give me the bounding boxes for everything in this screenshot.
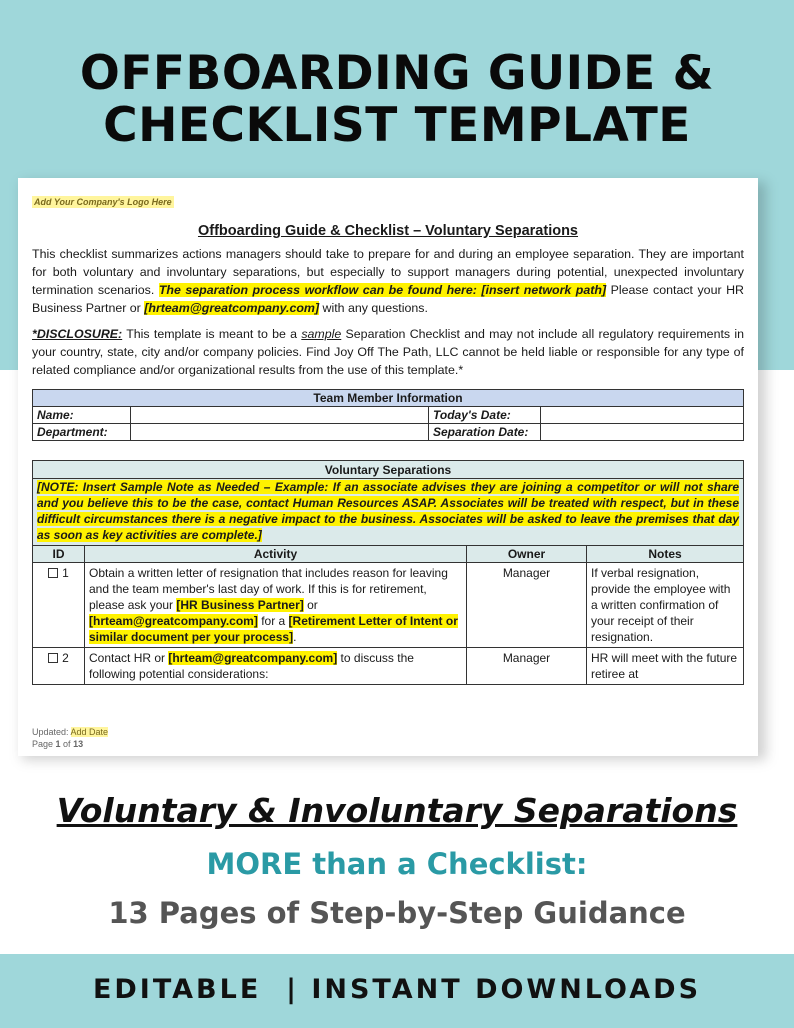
logo-placeholder-note: Add Your Company's Logo Here	[34, 197, 172, 207]
disclosure-paragraph	[32, 325, 744, 379]
row-id-cell	[33, 563, 85, 648]
voluntary-separations-table	[32, 460, 744, 685]
page-of: of	[60, 739, 74, 749]
updated-value: Add Date	[70, 727, 109, 737]
page-current: 1	[55, 739, 61, 749]
headline-line-1: OFFBOARDING GUIDE &	[79, 46, 715, 101]
tagline-separations: Voluntary & Involuntary Separations	[56, 791, 738, 830]
separation-date-field[interactable]	[541, 424, 744, 441]
column-header-activity: Activity	[85, 546, 467, 563]
disclosure-pre: This template is meant to be a	[122, 327, 302, 341]
column-header-owner: Owner	[467, 546, 587, 563]
department-label: Department:	[33, 424, 131, 441]
activity-text: .	[293, 630, 297, 644]
headline	[0, 48, 794, 152]
department-field[interactable]	[131, 424, 429, 441]
voluntary-header: Voluntary Separations	[33, 461, 744, 479]
intro-contact-pre: Please contact your HR Business Partner or	[32, 283, 745, 315]
todays-date-field[interactable]	[541, 407, 744, 424]
column-header-id: ID	[33, 546, 85, 563]
team-member-header: Team Member Information	[33, 390, 744, 407]
email-highlight: [hrteam@greatcompany.com]	[168, 651, 338, 665]
footer-features-text: EDITABLE | INSTANT DOWNLOADS	[92, 974, 702, 1005]
hr-email-highlight: [hrteam@greatcompany.com]	[144, 301, 320, 315]
row-id: 1	[62, 566, 69, 580]
row-id-cell	[33, 648, 85, 685]
intro-text: This checklist summarizes actions managers should take to prepare for and during an employee separation. They are important for both voluntary and involuntary separations, but especially to support managers during potential, unexpected involuntary termination scenarios.	[32, 247, 744, 297]
row-activity	[85, 563, 467, 648]
headline-line-2: CHECKLIST TEMPLATE	[103, 98, 691, 153]
checkbox-icon[interactable]	[48, 568, 58, 578]
table-row	[33, 563, 744, 648]
voluntary-note: [NOTE: Insert Sample Note as Needed – Example: If an associate advises they are joining a competitor or will not share and you believe this to be the case, contact Human Resources ASAP. Associates will be treated with respect, but in these difficult circumstances there is a negative impact to the business. Associates will be asked to leave the premises that day as soon as key activities are complete.]	[37, 480, 739, 542]
tagline-more-than-checklist: MORE than a Checklist:	[206, 847, 588, 881]
column-header-notes: Notes	[587, 546, 744, 563]
disclosure-post: Separation Checklist and may not include all regulatory requirements in your country, state, city and/or company policies. Find Joy Off The Path, LLC cannot be held liable or responsible for any type of related compliance and/or organizational results from the use of this template.*	[32, 327, 744, 377]
disclosure-sample: sample	[301, 327, 342, 341]
updated-label: Updated:	[32, 727, 71, 737]
hr-partner-highlight: [HR Business Partner]	[176, 598, 304, 612]
row-notes: If verbal resignation, provide the employee with a written confirmation of your receipt of their resignation.	[587, 563, 744, 648]
tagline-pages: 13 Pages of Step-by-Step Guidance	[108, 896, 686, 930]
row-owner: Manager	[467, 648, 587, 685]
disclosure-label: *DISCLOSURE:	[32, 327, 123, 341]
intro-paragraph	[32, 245, 744, 317]
name-field[interactable]	[131, 407, 429, 424]
document-title: Offboarding Guide & Checklist – Voluntary Separations	[197, 223, 579, 239]
activity-text: for a	[257, 614, 289, 628]
activity-text: Obtain a written letter of resignation that includes reason for leaving and the team member's last day of work. If this is for retirement, please ask your	[89, 566, 448, 612]
row-notes: HR will meet with the future retiree at	[587, 648, 744, 685]
workflow-highlight: The separation process workflow can be found here: [insert network path]	[158, 283, 607, 297]
checkbox-icon[interactable]	[48, 653, 58, 663]
row-activity	[85, 648, 467, 685]
retirement-letter-highlight: [Retirement Letter of Intent or similar document per your process]	[89, 614, 458, 644]
page-label: Page	[32, 739, 56, 749]
row-id: 2	[62, 651, 69, 665]
activity-text: Contact HR or	[89, 651, 169, 665]
voluntary-note-cell	[33, 479, 744, 546]
activity-text: to discuss the following potential considerations:	[89, 651, 414, 681]
team-member-table	[32, 389, 744, 441]
todays-date-label: Today's Date:	[429, 407, 541, 424]
intro-contact-post: with any questions.	[319, 301, 428, 315]
name-label: Name:	[33, 407, 131, 424]
table-row	[33, 648, 744, 685]
updated-line	[32, 726, 108, 738]
email-highlight: [hrteam@greatcompany.com]	[89, 614, 258, 628]
document-footer	[32, 726, 108, 750]
document-preview	[18, 178, 758, 756]
separation-date-label: Separation Date:	[429, 424, 541, 441]
activity-text: or	[303, 598, 318, 612]
page-number-line	[32, 738, 108, 750]
row-owner: Manager	[467, 563, 587, 648]
page-total: 13	[73, 739, 84, 749]
